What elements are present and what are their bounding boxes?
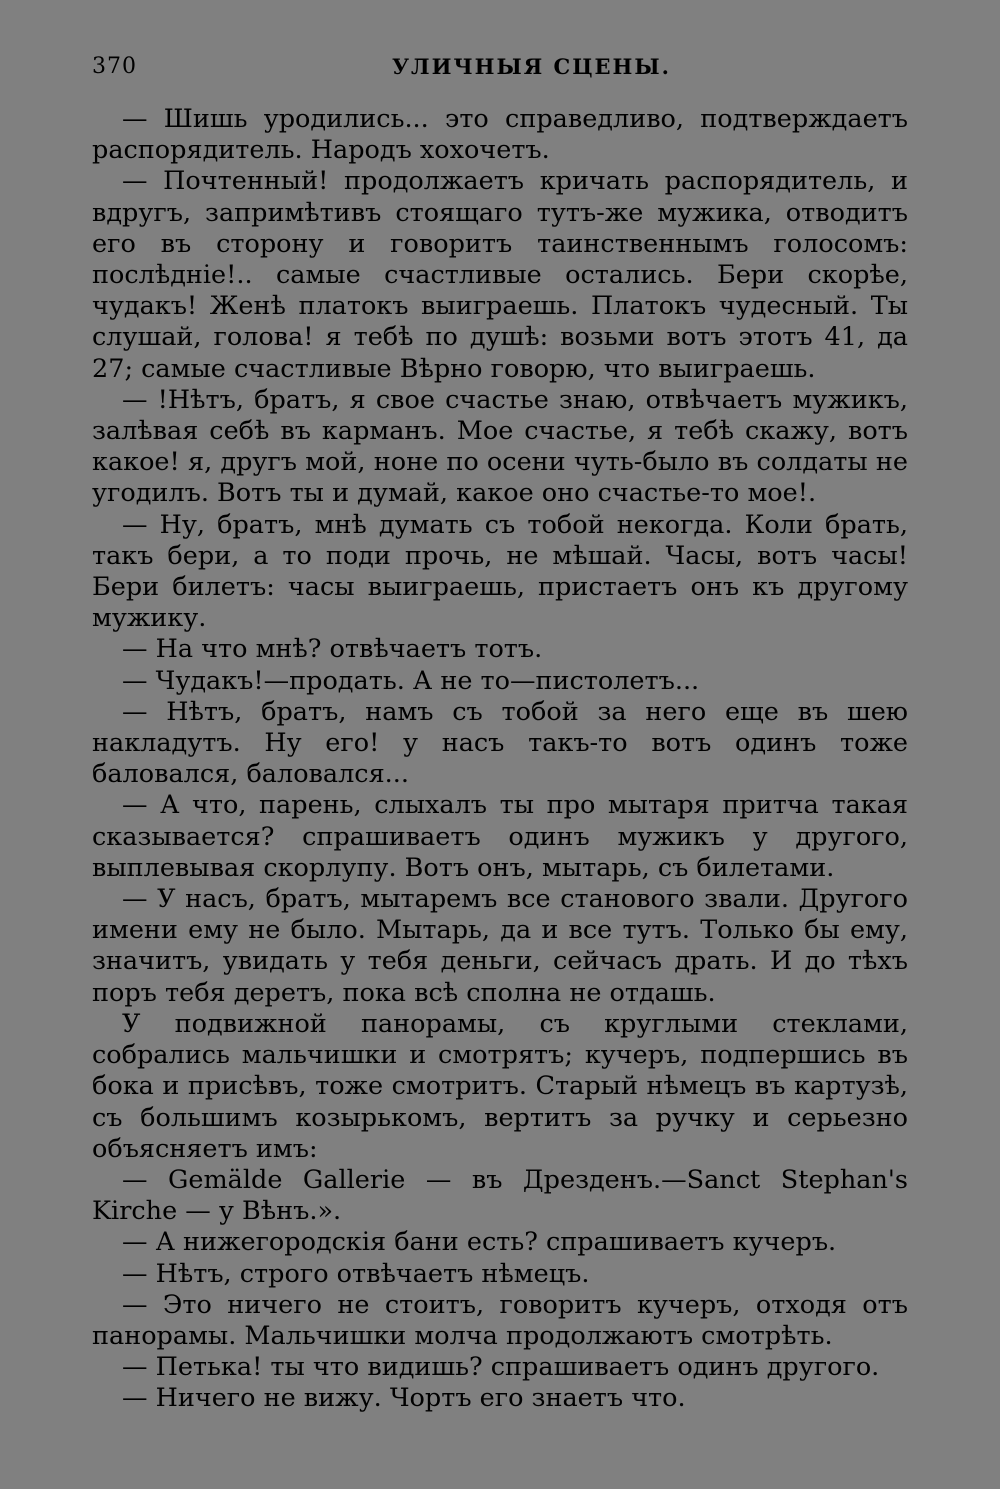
running-head: УЛИЧНЫЯ СЦЕНЫ. bbox=[392, 54, 671, 79]
book-page bbox=[92, 50, 908, 1415]
paragraph: — Петька! ты что видишь? спрашиваетъ одинъ другого. bbox=[122, 1352, 880, 1383]
paragraph: — Ничего не вижу. Чортъ его знаетъ что. bbox=[122, 1383, 686, 1414]
paragraph: — Это ничего не стоитъ, говоритъ кучеръ, отходя отъ панорамы. Мальчишки молча продолжаютъ смотрѣть. bbox=[92, 1289, 908, 1351]
paragraph: — А что, парень, слыхалъ ты про мытаря притча такая сказывается? спрашиваетъ одинъ мужикъ у другого, выплевывая скорлупу. Вотъ онъ, мытарь, съ билетами. bbox=[92, 790, 908, 883]
paragraph: — Ну, братъ, мнѣ думать съ тобой некогда. Коли брать, такъ бери, а то поди прочь, не мѣшай. Часы, вотъ часы! Бери билетъ: часы выиграешь, пристаетъ онъ къ другому мужику. bbox=[92, 509, 908, 634]
paragraph: У подвижной панорамы, съ круглыми стеклами, собрались мальчишки и смотрятъ; кучеръ, подпершись въ бока и присѣвъ, тоже смотритъ. Старый нѣмецъ въ картузѣ, съ большимъ козырькомъ, вертитъ за ручку и серьезно объясняетъ имъ: bbox=[92, 1008, 908, 1164]
body-text bbox=[92, 104, 908, 1415]
paragraph: — Нѣтъ, братъ, намъ съ тобой за него еще въ шею накладутъ. Ну его! у насъ такъ-то вотъ одинъ тоже баловался, баловался... bbox=[92, 696, 908, 790]
paragraph: — У насъ, братъ, мытаремъ все станового звали. Другого имени ему не было. Мытарь, да и все тутъ. Только бы ему, значитъ, увидать у тебя деньги, сейчасъ драть. И до тѣхъ поръ тебя деретъ, пока всѣ сполна не отдашь. bbox=[92, 884, 908, 1008]
paragraph: — На что мнѣ? отвѣчаетъ тотъ. bbox=[122, 634, 543, 665]
page-header bbox=[92, 50, 908, 90]
page-number: 370 bbox=[92, 54, 137, 79]
paragraph: — Нѣтъ, строго отвѣчаетъ нѣмецъ. bbox=[122, 1258, 590, 1289]
paragraph: — Чудакъ!—продать. А не то—пистолетъ... bbox=[122, 665, 700, 696]
paragraph: — Gemälde Gallerie — въ Дрезденъ.—Sanct Stephan's Kirche — у Вѣнъ.». bbox=[92, 1164, 908, 1227]
paragraph: — А нижегородскія бани есть? спрашиваетъ кучеръ. bbox=[122, 1227, 837, 1258]
paragraph: — Шишь уродились... это справедливо, подтверждаетъ распорядитель. Народъ хохочетъ. bbox=[92, 104, 908, 166]
paragraph: — Почтенный! продолжаетъ кричать распорядитель, и вдругъ, запримѣтивъ стоящаго тутъ-же мужика, отводитъ его въ сторону и говоритъ таинственнымъ голосомъ: послѣдніе!.. самые счастливые остались. Бери скорѣе, чудакъ! Женѣ платокъ выиграешь. Платокъ чудесный. Ты слушай, голова! я тебѣ по душѣ: возьми вотъ этотъ 41, да 27; самые счастливые Вѣрно говорю, что выиграешь. bbox=[92, 166, 908, 384]
paragraph: — !Нѣтъ, братъ, я свое счастье знаю, отвѣчаетъ мужикъ, залѣвая себѣ въ карманъ. Мое счастье, я тебѣ скажу, вотъ какое! я, другъ мой, ноне по осени чуть-было въ солдаты не угодилъ. Вотъ ты и думай, какое оно счастье-то мое!. bbox=[92, 384, 908, 509]
